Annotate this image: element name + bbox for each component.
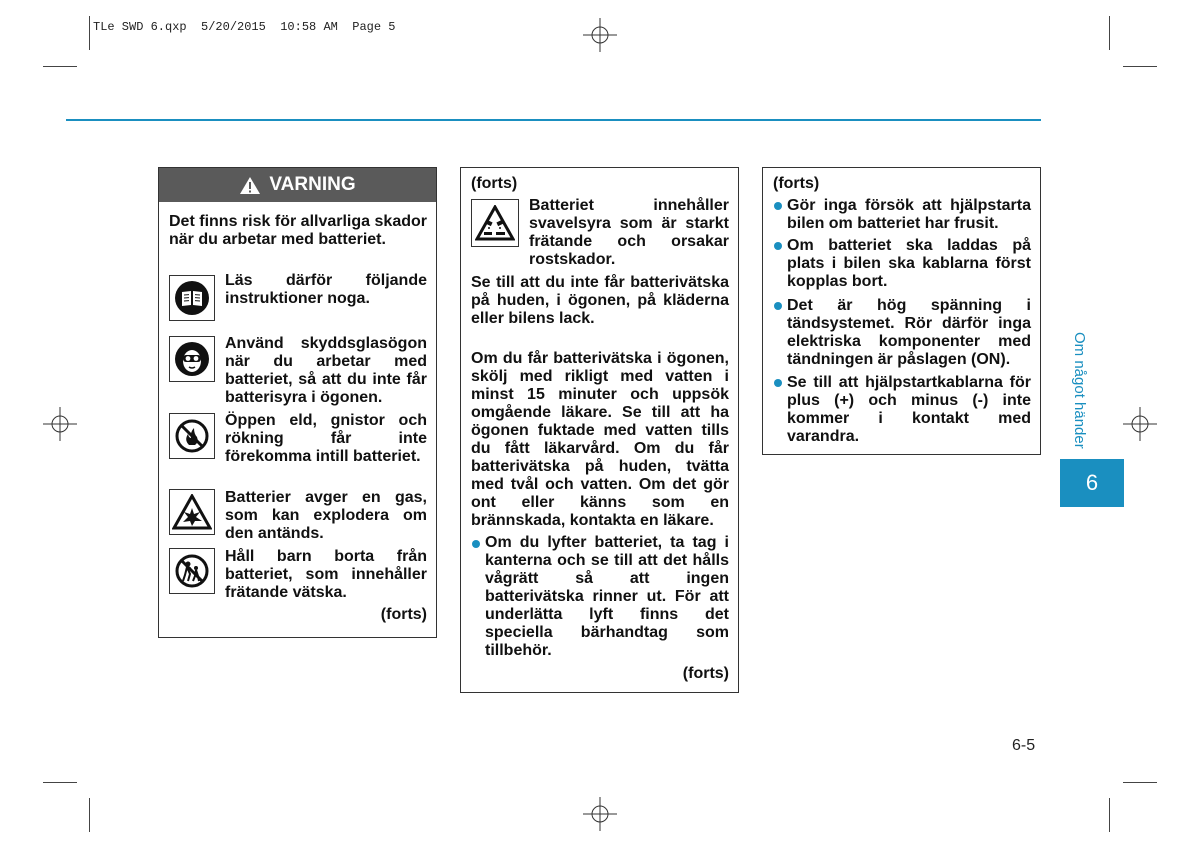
warning-item-text: Öppen eld, gnistor och rökning får inte förekomma intill batteriet. xyxy=(225,412,427,465)
warning-intro: Det finns risk för allvarliga skador när du arbetar med batteriet. xyxy=(169,213,427,248)
bullet-text: Gör inga försök att hjälpstarta bilen om batteriet har frusit. xyxy=(787,197,1031,232)
registration-mark-icon xyxy=(583,18,617,52)
crop-mark xyxy=(1109,16,1110,50)
crop-mark xyxy=(43,66,77,67)
continued-box-middle xyxy=(460,167,739,693)
continued-label: (forts) xyxy=(471,175,518,192)
continued-label: (forts) xyxy=(380,606,427,623)
crop-mark xyxy=(89,16,90,50)
no-fire-icon xyxy=(169,413,215,459)
bullet-dot xyxy=(774,202,782,210)
warning-box xyxy=(158,167,437,638)
warning-item-text: Håll barn borta från batteriet, som innehåller frätande vätska. xyxy=(225,548,427,601)
paragraph: Om du får batterivätska i ögonen, skölj med rikligt med vatten i minst 15 minuter och uppsök omgående läkare. Se till att ha ögonen fuktade med vatten tills du fått läkarvård. Om du får batterivätska på huden, tvätta med tvål och vatten. Om det gör ont eller känns som en brännskada, kontakta en läkare. xyxy=(471,350,729,529)
acid-warning-text: Batteriet innehåller svavelsyra som är starkt frätande och orsakar rostskador. xyxy=(529,197,729,268)
chapter-tab: 6 xyxy=(1060,459,1124,507)
bullet-text: Om du lyfter batteriet, ta tag i kanterna och se till att det hålls vågrätt så att ingen batterivätska rinner ut. För att underlätta lyft finns det speciella bärhandtag som tillbehör. xyxy=(485,534,729,659)
registration-mark-icon xyxy=(583,797,617,831)
crop-mark xyxy=(1123,66,1157,67)
bullet-dot xyxy=(472,540,480,548)
section-side-label xyxy=(1070,332,1088,456)
no-children-icon xyxy=(169,548,215,594)
warning-item-text: Batterier avger en gas, som kan explodera om den antänds. xyxy=(225,489,427,542)
warning-triangle-icon xyxy=(239,176,261,195)
explosive-icon xyxy=(169,489,215,535)
section-side-label-text: Om något händer xyxy=(1071,332,1088,449)
warning-title: VARNING xyxy=(269,174,356,195)
header-rule xyxy=(66,119,1041,121)
continued-box-right xyxy=(762,167,1041,455)
bullet-dot xyxy=(774,302,782,310)
warning-item-text: Använd skyddsglasögon när du arbetar med batteriet, så att du inte får batterisyra i ögonen. xyxy=(225,335,427,406)
registration-mark-icon xyxy=(1123,407,1157,441)
crop-mark xyxy=(89,798,90,832)
print-slug: TLe SWD 6.qxp 5/20/2015 10:58 AM Page 5 xyxy=(93,20,396,34)
corrosive-icon xyxy=(471,199,519,247)
crop-mark xyxy=(43,782,77,783)
crop-mark xyxy=(1109,798,1110,832)
continued-label: (forts) xyxy=(682,665,729,682)
crop-mark xyxy=(1123,782,1157,783)
bullet-text: Om batteriet ska laddas på plats i bilen ska kablarna först kopplas bort. xyxy=(787,237,1031,290)
manual-icon xyxy=(169,275,215,321)
bullet-dot xyxy=(774,379,782,387)
continued-label: (forts) xyxy=(773,175,820,192)
bullet-text: Det är hög spänning i tändsystemet. Rör därför inga elektriska komponenter med tändningen är påslagen (ON). xyxy=(787,297,1031,368)
goggles-icon xyxy=(169,336,215,382)
warning-item-text: Läs därför följande instruktioner noga. xyxy=(225,272,427,307)
registration-mark-icon xyxy=(43,407,77,441)
warning-header xyxy=(159,168,436,202)
page-number: 6-5 xyxy=(1012,737,1036,754)
bullet-dot xyxy=(774,242,782,250)
bullet-text: Se till att hjälpstartkablarna för plus (+) och minus (-) inte kommer i kontakt med varandra. xyxy=(787,374,1031,445)
paragraph: Se till att du inte får batterivätska på huden, i ögonen, på kläderna eller bilens lack. xyxy=(471,274,729,327)
